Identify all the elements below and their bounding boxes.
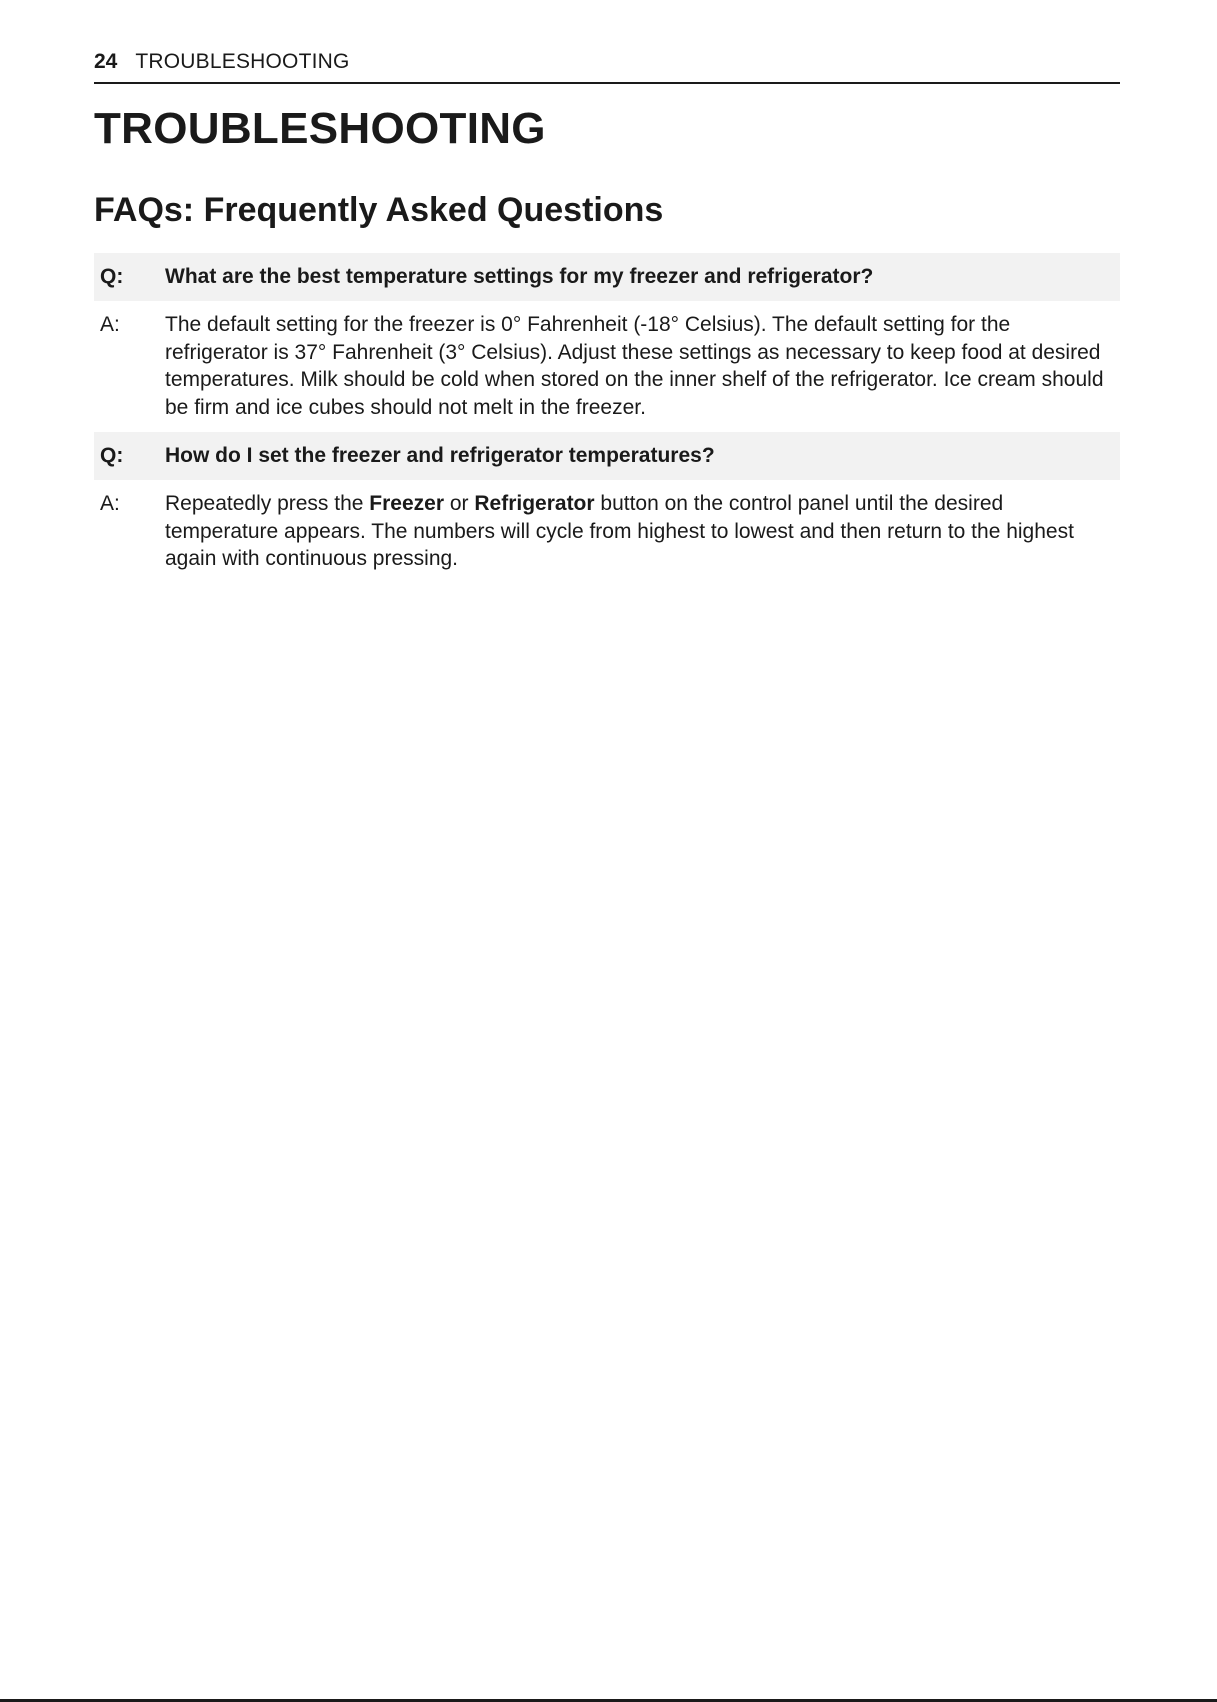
question-text: What are the best temperature settings for my freezer and refrigerator? [165,265,874,288]
question-label: Q: [100,444,124,467]
refrigerator-button-name: Refrigerator [474,492,595,515]
page-title: TROUBLESHOOTING [94,104,546,153]
answer-text-part: Repeatedly press the [165,492,370,515]
faq-question-row [94,253,1120,301]
faq-answer-row [94,480,1120,584]
running-header-title: TROUBLESHOOTING [135,50,350,73]
page-number: 24 [94,50,118,73]
question-label: Q: [100,265,124,288]
question-text: How do I set the freezer and refrigerator temperatures? [165,444,715,467]
answer-text-part: button on the control panel until the desired temperature appears. The numbers will cycle from highest to lowest and then return to the highest again with continuous pressing. [165,492,1074,570]
answer-text [165,490,1120,573]
faq-question-row [94,432,1120,480]
freezer-button-name: Freezer [369,492,445,515]
answer-label: A: [100,492,120,515]
faq-answer-row [94,301,1120,432]
answer-text: The default setting for the freezer is 0° Fahrenheit (-18° Celsius). The default setting for the refrigerator is 37° Fahrenheit (3° Celsius). Adjust these settings as necessary to keep food at desired temperatures. Milk should be cold when stored on the inner shelf of the refrigerator. Ice cream should be firm and ice cubes should not melt in the freezer. [165,313,1104,419]
section-title: FAQs: Frequently Asked Questions [94,191,664,229]
faq-list [94,253,1120,584]
answer-text-part: or [444,492,475,515]
answer-label: A: [100,313,120,336]
running-header [94,48,1120,84]
